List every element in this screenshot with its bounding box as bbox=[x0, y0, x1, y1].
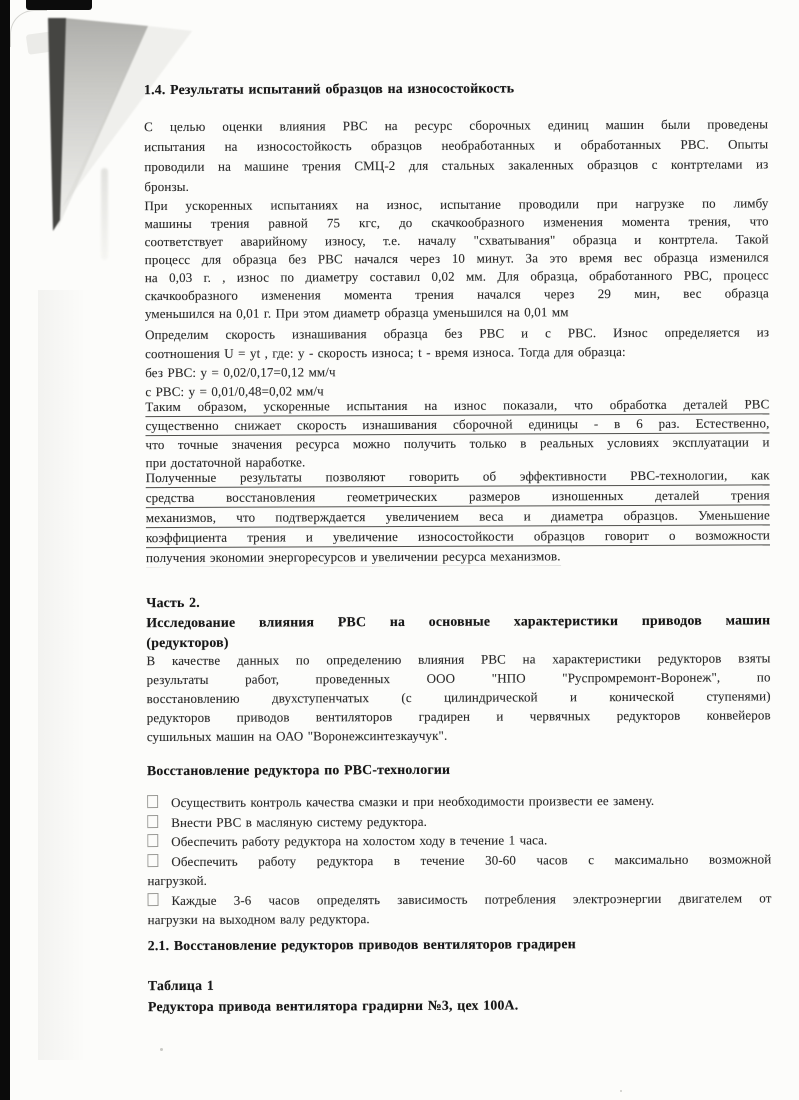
restoration-steps-list bbox=[147, 790, 772, 929]
text-line: скачкообразного изменения момента трения начался через 29 мин, вес образца bbox=[144, 285, 769, 304]
part-2-label: Часть 2. bbox=[146, 594, 200, 611]
list-item bbox=[147, 790, 771, 812]
section-heading-2-1 bbox=[148, 933, 772, 956]
paragraph-3-wear-rate bbox=[145, 322, 769, 401]
text-line: на 0,03 г. , износ по диаметру составил 0,02 мм. Для образца, обработанного РВС, процесс bbox=[144, 267, 769, 286]
text-line: Определим скорость изнашивания образца без РВС и с РВС. Износ определяется из bbox=[145, 324, 770, 343]
list-item bbox=[147, 810, 771, 832]
section-part-2 bbox=[146, 590, 770, 613]
part-2-heading bbox=[146, 610, 770, 652]
text-line: бронзы. bbox=[144, 178, 189, 195]
text-line-underlined: средства восстановления геометрических размеров изношенных деталей трения bbox=[146, 485, 770, 508]
heading-restoration bbox=[147, 758, 771, 781]
paragraph-5-results bbox=[146, 465, 770, 567]
paragraph-4-conclusion bbox=[145, 395, 769, 472]
text-line: редукторов приводов вентиляторов градирен и червячных редукторов конвейеров bbox=[146, 707, 771, 726]
text-line: машины трения равной 75 кгс, до скачкообразного изменения момента трения, что bbox=[144, 213, 769, 232]
list-item-continuation: нагрузки на выходном валу редуктора. bbox=[147, 911, 370, 928]
paragraph-6 bbox=[146, 648, 770, 746]
heading-line: Исследование влияния РВС на основные характеристики приводов машин bbox=[146, 612, 771, 631]
text-line: С целью оценки влияния РВС на ресурс сборочных единиц машин были проведены bbox=[144, 116, 769, 135]
checkbox-bullet-icon bbox=[147, 834, 158, 847]
list-item bbox=[147, 829, 771, 851]
list-item-text: Каждые 3-6 часов определять зависимость потребления электроэнергии двигателем от bbox=[171, 889, 772, 908]
text-line-underlined: Полученные результаты позволяют говорить об эффективности РВС-технологии, как bbox=[146, 465, 770, 488]
text-line: что точные значения ресурса можно получить только в реальных условиях эксплуатации и bbox=[145, 434, 770, 453]
section-heading-1-4 bbox=[144, 77, 768, 100]
paragraph-1 bbox=[144, 114, 768, 197]
table-caption: Редуктора привода вентилятора градирни №3, цех 100А. bbox=[147, 997, 519, 1015]
formula-with-rvs: с РВС: y = 0,01/0,48=0,02 мм/ч bbox=[145, 383, 324, 400]
checkbox-bullet-icon bbox=[147, 854, 158, 867]
text-line: уменьшился на 0,01 г. При этом диаметр образца уменьшился на 0,01 мм bbox=[144, 304, 569, 322]
text-line-underlined: коэффициента трения и увеличение износостойкости образцов говорит о возможности bbox=[146, 525, 770, 548]
text-line: результаты работ, проведенных ООО "НПО "Руспромремонт-Воронеж", по bbox=[146, 669, 771, 688]
text-line: соответствует аварийному износу, т.е. началу "схватывания" образца и контртела. Такой bbox=[144, 231, 769, 250]
list-item bbox=[147, 849, 771, 871]
checkbox-bullet-icon bbox=[147, 893, 158, 906]
checkbox-bullet-icon bbox=[147, 795, 158, 808]
list-item-text: Внести РВС в масляную систему редуктора. bbox=[171, 813, 427, 830]
heading-line: Восстановление редуктора по РВС-технологии bbox=[146, 761, 451, 779]
heading-2-1: 2.1. Восстановление редукторов приводов вентиляторов градирен bbox=[147, 936, 576, 954]
table-1-caption bbox=[148, 994, 772, 1017]
text-line-underlined: Таким образом, ускоренные испытания на износ показали, что обработка деталей РВС bbox=[145, 395, 769, 417]
list-item-text: Обеспечить работу редуктора в течение 30-60 часов с максимально возможной bbox=[171, 850, 772, 869]
heading-line: (редукторов) bbox=[146, 634, 229, 650]
heading-1-4: 1.4. Результаты испытаний образцов на износостойкость bbox=[143, 80, 515, 98]
text-line: При ускоренных испытаниях на износ, испытание проводили при нагрузке по лимбу bbox=[144, 195, 769, 214]
text-line: В качестве данных по определению влияния РВС на характеристики редукторов взяты bbox=[146, 650, 771, 669]
list-item bbox=[147, 888, 771, 910]
list-item-text: Обеспечить работу редуктора на холостом ходу в течение 1 часа. bbox=[171, 832, 548, 850]
list-item-text: Осуществить контроль качества смазки и при необходимости произвести ее замену. bbox=[171, 792, 655, 811]
text-line: сушильных машин на ОАО "Воронежсинтезкаучук". bbox=[146, 727, 448, 745]
table-1-label bbox=[148, 973, 772, 996]
list-item-continuation: нагрузкой. bbox=[147, 872, 208, 889]
table-label: Таблица 1 bbox=[147, 977, 214, 994]
paragraph-2 bbox=[144, 194, 769, 323]
text-line-underlined: механизмов, что подтверждается увеличением веса и диаметра образцов. Уменьшение bbox=[146, 505, 770, 528]
text-line: процесс для образца без РВС начался через 10 минут. За это время вес образца изменился bbox=[144, 249, 769, 268]
text-line-underlined: получения экономии энергоресурсов и увеличении ресурса механизмов. bbox=[146, 546, 561, 567]
text-line-underlined: существенно снижает скорость изнашивания сборочной единицы - в 6 раз. Естественно, bbox=[145, 414, 769, 436]
text-line: соотношения U = yt , где: y - скорость износа; t - время износа. Тогда для образца: bbox=[145, 344, 626, 362]
text-line: восстановлению двухступенчатых (с цилиндрической и конической ступенями) bbox=[146, 688, 771, 707]
text-line: при достаточной наработке. bbox=[145, 454, 306, 471]
text-line: испытания на износостойкость образцов необработанных и обработанных РВС. Опыты bbox=[144, 136, 769, 155]
formula-without-rvs: без РВС: y = 0,02/0,17=0,12 мм/ч bbox=[145, 364, 336, 381]
checkbox-bullet-icon bbox=[147, 815, 158, 828]
text-line: проводили на машине трения СМЦ-2 для стальных закаленных образцов с контртелами из bbox=[144, 156, 769, 175]
